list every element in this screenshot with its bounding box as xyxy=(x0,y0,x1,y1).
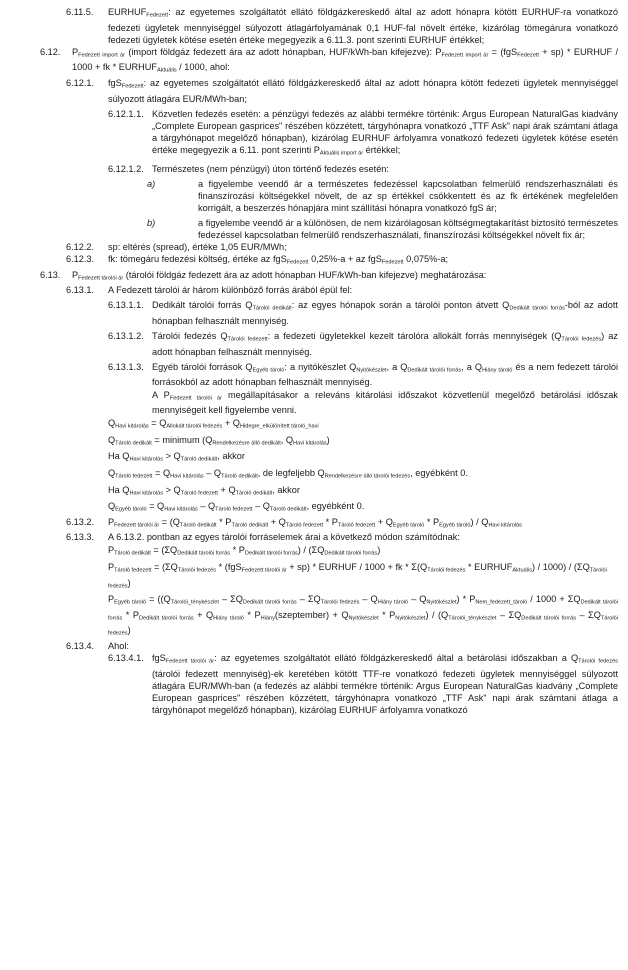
text-run: : a nyitókészlet Q xyxy=(284,361,357,372)
text-run: = Q xyxy=(148,418,167,429)
text-run: * P xyxy=(216,516,232,527)
text-run: ) / 1000) / (ΣQ xyxy=(532,562,590,573)
subscript: Havi kitárolás xyxy=(293,440,327,447)
text-run: , akkor xyxy=(272,484,300,495)
document-page xyxy=(0,6,628,716)
text-run: P xyxy=(108,545,115,556)
text-run: – Q xyxy=(197,501,216,512)
subscript: Tároló dedikált xyxy=(235,490,273,497)
paragraph-6-13-4-1 xyxy=(0,652,628,716)
section-number: 6.12.1. xyxy=(66,77,95,88)
subscript: Tároló dedikált xyxy=(114,550,151,557)
paragraph-text-17 xyxy=(0,450,628,466)
paragraph-6-13-4 xyxy=(0,640,628,652)
subscript: Hiány tároló xyxy=(377,599,409,606)
text-run: + Q xyxy=(268,516,286,527)
subscript: Tárolói fedezés xyxy=(108,567,607,590)
text-run: EURHUF xyxy=(108,7,147,17)
text-run: – ΣQ xyxy=(576,609,601,620)
subscript: Hiány tároló xyxy=(213,615,244,622)
text-run: = (ΣQ xyxy=(150,545,178,556)
subscript: Egyéb tároló xyxy=(252,367,285,374)
text-run: , de legfeljebb Q xyxy=(257,468,325,478)
text-run: , egyébként 0. xyxy=(306,501,365,512)
text-run: a figyelembe veendő ár a különösen, de nem kizárólagosan költségmegtakarítást biztosító természetes fedezéssel kapcsolatban felmerülő rendszerhasználati, finanszírozási költségekkel növelt fix ár; xyxy=(198,217,618,240)
section-number: 6.12.1.2. xyxy=(108,163,144,174)
text-run: – ΣQ xyxy=(296,594,321,605)
text-run: , a Q xyxy=(461,361,483,372)
text-run: (import földgáz fedezett ára az adott hónapban, HUF/kWh-ban kifejezve): P xyxy=(125,46,442,57)
subscript: Dedikált tárolói forrás xyxy=(242,599,297,606)
paragraph-6-12-2 xyxy=(0,241,628,253)
paragraph-text xyxy=(108,516,618,532)
section-number: 6.13. xyxy=(40,269,61,280)
text-run: = ((Q xyxy=(146,594,171,605)
subscript: Tárolói fedezett xyxy=(227,336,268,343)
text-run: : az egyetemes szolgáltatót ellátó földgázkereskedő által az adott hónapra kötött EURHUF-ra vonatkozó fedezeti ügyletek mennyiséggel súlyozott átlagárfolyamának 0,1 HUF-fal növelt értéke, kizárólag tömegárura vonatkozó fedezeti ügyletek kötése esetén értéke megegyezik a 6.11.3. pont szerinti EURHUF értékkel; xyxy=(108,7,618,45)
text-run: ) xyxy=(127,577,131,588)
subscript: Havi kitárolás xyxy=(115,423,149,430)
formula-text xyxy=(108,544,618,560)
text-run: és a nem fedezett tárolói forrásokból az adott hónapban felhasznált mennyiség. xyxy=(152,361,619,388)
subscript: Hiány xyxy=(260,615,275,622)
paragraph-6-12-1 xyxy=(0,77,628,105)
text-run: fk: tömegáru fedezési költség, értéke az fgS xyxy=(108,254,287,265)
subscript: Tárolói_ténykészlet xyxy=(170,599,219,606)
text-run: ) xyxy=(326,434,330,445)
text-run: = (Q xyxy=(159,516,180,527)
subscript: Tároló dedikált xyxy=(179,522,217,529)
text-run: (tárolói fedezett mennyiség)-ek keretében kötött TTF-re vonatkozó fedezeti ügyletek mennyiséggel súlyozott átlagára EUR/MWh-ban (a fedezés az alábbi termékre történik: Argus European NaturalGas kiadvány „Complete European gasprices" részében közzétett, tárgyhónapra vonatkozó „TTF Ask" napi árak számtani átlaga a tárgyhónapot megelőző hónapban), kizárólag EURHUF árfolyamra vonatkozó xyxy=(152,668,618,715)
text-run: (tárolói földgáz fedezett ára az adott hónapban HUF/kWh-ban kifejezve) meghatározása: xyxy=(123,269,487,280)
paragraph-text-15 xyxy=(0,417,628,433)
section-number: 6.12. xyxy=(40,46,61,57)
paragraph-text xyxy=(198,217,618,241)
text-run: : az egyes hónapok során a tárolói ponton átvett Q xyxy=(291,300,510,311)
subscript: Dedikált tárolói forrás xyxy=(244,550,298,557)
subscript: Dedikált tárolói forrás xyxy=(509,305,565,312)
section-number: 6.13.3. xyxy=(66,532,95,543)
section-number: 6.13.1.1. xyxy=(108,300,144,311)
paragraph-text-14 xyxy=(0,389,628,417)
subscript: Tárolói fedezés xyxy=(108,615,618,637)
text-run: = (fgS xyxy=(488,46,518,57)
text-run: > Q xyxy=(163,451,181,462)
text-run: a figyelembe veendő ár a természetes fedezéssel kapcsolatban felmerülő rendszerhasználati és finanszírozási költségekkel növelt, de az sp értékkel csökkentett és az fk értékének megfelelően korrigált, a beszerzés hónapjára mint szállítási hónapra vonatkozó fgS ár; xyxy=(198,178,618,213)
subscript: Aktuális import ár xyxy=(319,150,364,157)
text-run: – ΣQ xyxy=(496,609,522,620)
subscript: Tároló dedikált xyxy=(115,440,152,447)
subscript: Allokált tárolói fedezés xyxy=(166,423,223,430)
text-run: Dedikált tárolói forrás Q xyxy=(152,300,253,311)
text-run: , akkor xyxy=(217,451,245,462)
paragraph-text xyxy=(108,6,618,46)
paragraph-6-12 xyxy=(0,46,628,77)
subscript: Nyitókészlet xyxy=(348,615,379,622)
subscript: Tároló dedikált xyxy=(221,473,258,480)
subscript: Egyéb tároló xyxy=(114,599,147,606)
subscript: Havi kitárolás xyxy=(488,522,522,529)
subscript: Fedezett tárolói ár xyxy=(169,395,222,402)
text-run: = Q xyxy=(152,468,171,478)
paragraph-text-25 xyxy=(0,593,628,640)
text-run: 0,25%-a + az fgS xyxy=(308,254,382,265)
section-number: 6.13.1.3. xyxy=(108,361,144,372)
formula-text xyxy=(108,484,618,500)
section-number: 6.13.2. xyxy=(66,516,95,527)
subscript: Dedikált tárolói forrás xyxy=(177,550,231,557)
subscript: Nyitókészlet xyxy=(356,367,387,374)
text-run: Ha Q xyxy=(108,451,130,462)
text-run: + sp) * EURHUF / 1000 + fk * Σ(Q xyxy=(286,562,428,573)
text-run: – Q xyxy=(359,594,378,605)
text-run: ) / (ΣQ xyxy=(297,545,325,556)
subscript: Dedikált tárolói forrás xyxy=(108,599,618,622)
text-run: / 1000 + ΣQ xyxy=(527,594,581,605)
paragraph-text xyxy=(152,652,618,716)
text-run: Természetes (nem pénzügyi) úton történő fedezés esetén: xyxy=(152,163,389,174)
subscript: Tárolói_ténykészlet xyxy=(448,615,497,622)
text-run: Q xyxy=(108,501,116,512)
paragraph-text-20 xyxy=(0,500,628,516)
text-run: ) * P xyxy=(456,594,476,605)
section-number: a) xyxy=(147,178,156,189)
subscript: Havi kitárolás xyxy=(129,490,164,497)
text-run: Q xyxy=(108,418,116,429)
text-run: > Q xyxy=(163,484,181,495)
section-number: 6.12.1.1. xyxy=(108,108,144,119)
paragraph-6-12-1-2 xyxy=(0,163,628,175)
text-run: , a Q xyxy=(386,361,408,372)
text-run: Tárolói fedezés Q xyxy=(152,331,228,342)
text-run: megállapításakor a releváns kitárolási időszakot közvetlenül megelőző betárolási időszak mennyiségeit kell figyelembe venni. xyxy=(152,389,618,416)
paragraph-text-16 xyxy=(0,434,628,450)
formula-text xyxy=(108,467,618,483)
subscript: Tárolói fedezés xyxy=(578,658,618,665)
text-run: ) / (Q xyxy=(425,609,449,620)
section-number: 6.11.5. xyxy=(66,7,94,17)
text-run: – Q xyxy=(203,468,222,478)
paragraph-6-11-5 xyxy=(0,6,628,46)
text-run: fgS xyxy=(108,77,122,88)
text-run: ) / Q xyxy=(470,516,489,527)
text-run: P xyxy=(108,562,115,573)
subscript: Fedezett tárolói ár xyxy=(165,658,215,665)
text-run: Q xyxy=(108,468,116,478)
text-run: , egyébként 0. xyxy=(410,468,468,478)
paragraph-6-12-3 xyxy=(0,253,628,269)
subscript: Aktuális xyxy=(157,67,177,74)
subscript: Hidegre_elkülönített tároló_havi xyxy=(239,423,319,430)
subscript: Tárolói fedezés xyxy=(320,599,360,606)
text-run: * P xyxy=(230,545,245,556)
text-run: / 1000, ahol: xyxy=(176,62,230,73)
formula-text xyxy=(108,450,618,466)
text-run: Ahol: xyxy=(108,641,129,652)
text-run: + Q xyxy=(375,516,393,527)
text-run: fgS xyxy=(152,653,166,664)
text-run: + Q xyxy=(222,418,240,429)
subscript: Tároló dedikált xyxy=(231,522,269,529)
text-run: + Q xyxy=(193,609,214,620)
section-number: 6.13.1.2. xyxy=(108,331,144,342)
paragraph-b xyxy=(0,217,628,241)
subscript: Tárolói fedezés xyxy=(561,336,602,343)
text-run: = (ΣQ xyxy=(151,562,178,573)
text-run: Közvetlen fedezés esetén: a pénzügyi fedezés az alábbi termékre történik: Argus European NaturalGas kiadvány „Complete European gasprices" részében közzétett, tárgyhónapra vonatkozó „TTF Ask" napi árak számtani átlaga a tárgyhónapot megelőző hónapban), kizárólag EURHUF árfolyamra vonatkozó fedezeti ügyletek kötése esetén értéke megegyezik a 6.11. pont szerinti P xyxy=(152,108,618,155)
text-run: * P xyxy=(243,609,261,620)
subscript: Nem_fedezett_tároló xyxy=(475,599,528,606)
text-run: = minimum (Q xyxy=(151,434,213,445)
text-run: A Fedezett tárolói ár három különböző forrás árából épül fel: xyxy=(108,285,353,296)
subscript: Fedezett xyxy=(517,52,539,59)
paragraph-text xyxy=(152,389,618,417)
paragraph-text xyxy=(108,640,618,652)
section-number: 6.12.2. xyxy=(66,242,95,253)
text-run: + Q xyxy=(217,484,236,495)
text-run: * (fgS xyxy=(216,562,242,573)
subscript: Rendelkezésre álló dedikált xyxy=(212,440,281,447)
formula-text xyxy=(108,500,618,516)
subscript: Havi kitárolás xyxy=(129,456,164,463)
subscript: Tároló dedikált xyxy=(269,506,307,513)
text-run: * P xyxy=(122,609,139,620)
subscript: Aktuális xyxy=(512,567,532,574)
text-run: , Q xyxy=(280,434,294,445)
paragraph-text xyxy=(152,163,618,175)
text-run: – Q xyxy=(408,594,427,605)
text-run: P xyxy=(108,594,115,605)
text-run: * P xyxy=(424,516,440,527)
text-run: (szeptember) + Q xyxy=(274,609,349,620)
text-run: – Q xyxy=(252,501,270,512)
paragraph-6-13-1-1 xyxy=(0,299,628,327)
subscript: Tároló fedezett xyxy=(114,567,152,574)
paragraph-text-23 xyxy=(0,544,628,560)
paragraph-text xyxy=(72,46,618,77)
paragraph-6-13-1 xyxy=(0,284,628,296)
text-run: : az egyetemes szolgáltatót ellátó földgázkereskedő által a betárolási időszakban a Q xyxy=(214,653,579,664)
subscript: Fedezett xyxy=(381,259,404,266)
subscript: Fedezett import ár xyxy=(441,52,489,59)
text-run: sp: eltérés (spread), értéke 1,05 EUR/MWh; xyxy=(108,242,287,253)
paragraph-text-18 xyxy=(0,467,628,483)
text-run: + sp) * EURHUF / 1000 + fk * EURHUF xyxy=(72,46,619,73)
paragraph-a xyxy=(0,178,628,214)
paragraph-6-13-1-3 xyxy=(0,361,628,389)
subscript: Tároló fedezett xyxy=(285,522,324,529)
subscript: Egyéb tároló xyxy=(439,522,471,529)
text-run: ) xyxy=(127,625,131,636)
paragraph-text xyxy=(72,269,618,285)
subscript: Tároló dedikált xyxy=(180,456,218,463)
paragraph-text xyxy=(152,361,618,389)
paragraph-text xyxy=(108,253,618,269)
subscript: Fedezett xyxy=(121,83,144,90)
subscript: Nyitókészlet xyxy=(426,599,457,606)
text-run: A 6.13.2. pontban az egyes tárolói forráselemek árai a következő módon számítódnak: xyxy=(108,532,460,543)
formula-text xyxy=(108,434,618,450)
subscript: Dedikált tárolói forrás xyxy=(324,550,378,557)
paragraph-text xyxy=(152,108,618,160)
section-number: 6.13.4. xyxy=(66,641,95,652)
text-run: : a fedezeti ügyletekkel kezelt tárolóra allokált forrás mennyiségek (Q xyxy=(267,331,562,342)
subscript: Tároló fedezett xyxy=(115,473,153,480)
text-run: P xyxy=(108,516,115,527)
paragraph-6-13-1-2 xyxy=(0,330,628,358)
subscript: Havi kitárolás xyxy=(164,506,198,513)
paragraph-text xyxy=(198,178,618,214)
text-run: értékkel; xyxy=(363,144,401,155)
text-run: P xyxy=(72,46,79,57)
text-run: Q xyxy=(108,434,116,445)
section-number: 6.13.4.1. xyxy=(108,653,144,664)
subscript: Tároló fedezett xyxy=(180,490,218,497)
subscript: Egyéb tároló xyxy=(115,506,147,513)
paragraph-text-24 xyxy=(0,561,628,592)
section-number: b) xyxy=(147,217,156,228)
text-run: 0,075%-a; xyxy=(403,254,449,265)
subscript: Dedikált tárolói forrás xyxy=(521,615,576,622)
subscript: Dedikált tárolói forrás xyxy=(407,367,462,374)
text-run: ) xyxy=(377,545,381,556)
text-run: ) az adott hónapban felhasznált mennyiség. xyxy=(152,331,618,357)
subscript: Tároló fedezett xyxy=(337,522,376,529)
subscript: Fedezett xyxy=(286,259,309,266)
subscript: Tárolói fedezés xyxy=(177,567,217,574)
text-run: – ΣQ xyxy=(218,594,243,605)
formula-text xyxy=(108,593,618,640)
text-run: -ból az adott hónapban felhasznált mennyiség. xyxy=(152,300,618,327)
subscript: Tároló fedezett xyxy=(215,506,253,513)
section-number: 6.12.3. xyxy=(66,254,95,265)
text-run: Ha Q xyxy=(108,484,130,495)
text-run: P xyxy=(72,269,79,280)
text-run: * P xyxy=(378,609,396,620)
text-run: A P xyxy=(152,389,170,400)
paragraph-text xyxy=(152,299,618,327)
paragraph-text xyxy=(108,77,618,105)
subscript: Fedezett tárolói ár xyxy=(114,522,160,529)
text-run: * EURHUF xyxy=(465,562,513,573)
subscript: Nyitókészlet xyxy=(395,615,426,622)
subscript: Egyéb tároló xyxy=(392,522,425,529)
subscript: Fedezett xyxy=(146,12,169,19)
paragraph-6-13-3 xyxy=(0,531,628,543)
paragraph-6-12-1-1 xyxy=(0,108,628,160)
subscript: Tárolói dedikált xyxy=(252,305,292,312)
text-run: = Q xyxy=(146,501,165,512)
paragraph-text xyxy=(152,330,618,358)
paragraph-6-13 xyxy=(0,269,628,285)
subscript: Hiány tároló xyxy=(482,367,513,374)
paragraph-6-13-2 xyxy=(0,516,628,532)
subscript: Fedezett import ár xyxy=(78,52,126,59)
text-run: Egyéb tárolói források Q xyxy=(152,361,253,372)
paragraph-text xyxy=(108,284,618,296)
text-run: : az egyetemes szolgáltatót ellátó földgázkereskedő által az adott hónapra kötött fedezeti ügyletek mennyiséggel súlyozott átlagára EUR/MWh-ban; xyxy=(108,77,618,104)
paragraph-text xyxy=(108,531,618,543)
paragraph-text xyxy=(108,241,618,253)
subscript: Tárolói fedezés xyxy=(427,567,466,574)
formula-text xyxy=(108,561,618,592)
text-run: * P xyxy=(323,516,338,527)
section-number: 6.13.1. xyxy=(66,285,95,296)
formula-text xyxy=(108,417,618,433)
subscript: Dedikált tárolói forrás xyxy=(138,615,194,622)
paragraph-text-19 xyxy=(0,484,628,500)
subscript: Rendelkezésre álló tárolói fedezés xyxy=(324,473,411,480)
subscript: Fedezett tárolói ár xyxy=(241,567,287,574)
subscript: Fedezett tárolói ár xyxy=(78,275,124,282)
subscript: Havi kitárolás xyxy=(170,473,204,480)
